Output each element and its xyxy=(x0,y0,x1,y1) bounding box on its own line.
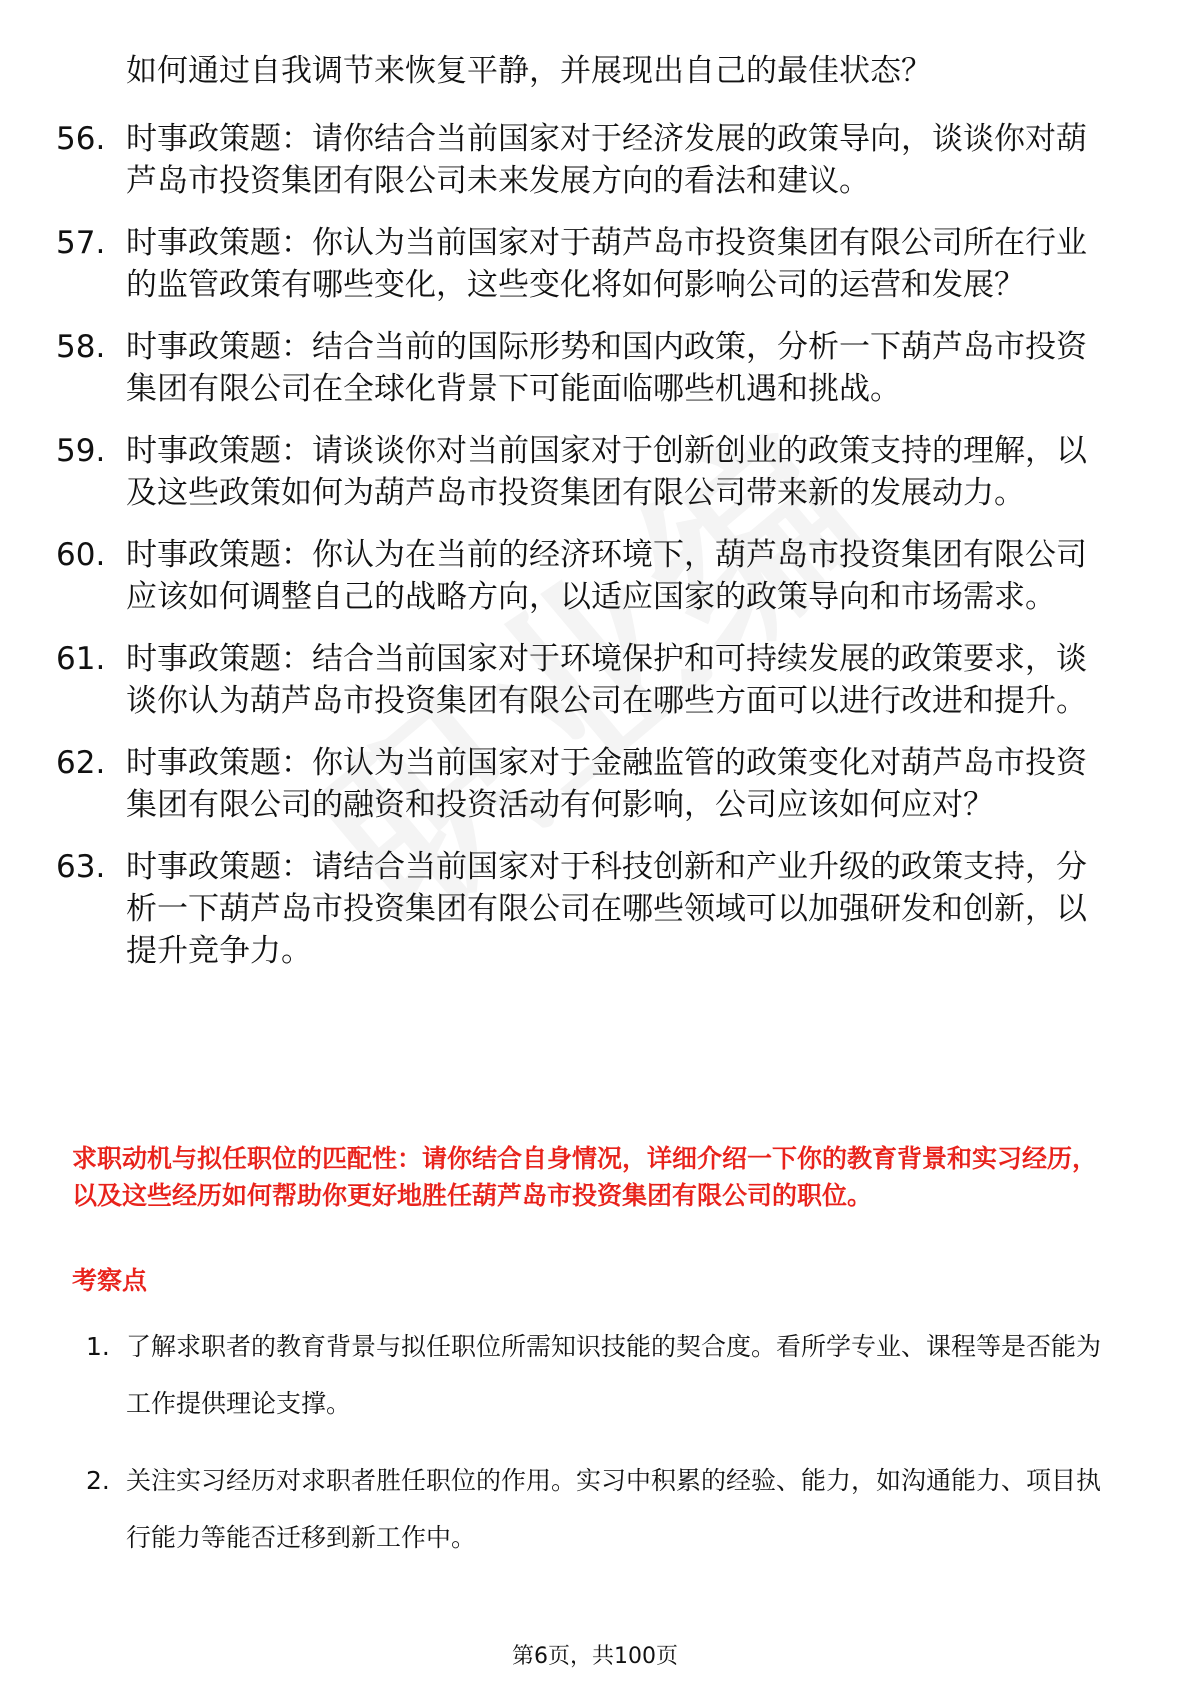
question-item xyxy=(56,326,1116,410)
question-item xyxy=(56,118,1116,202)
point-text: 了解求职者的教育背景与拟任职位所需知识技能的契合度。看所学专业、课程等是否能为工作提供理论支撑。 xyxy=(126,1332,1102,1418)
question-item xyxy=(56,222,1116,306)
question-number: 57. xyxy=(56,225,106,261)
question-number: 59. xyxy=(56,433,106,469)
question-text: 时事政策题：你认为当前国家对于葫芦岛市投资集团有限公司所在行业的监管政策有哪些变化，这些变化将如何影响公司的运营和发展？ xyxy=(126,225,1087,303)
question-number: 63. xyxy=(56,849,106,885)
page-number-footer: 第6页，共100页 xyxy=(512,1644,678,1669)
question-text: 时事政策题：结合当前的国际形势和国内政策，分析一下葫芦岛市投资集团有限公司在全球化背景下可能面临哪些机遇和挑战。 xyxy=(126,329,1087,407)
question-list xyxy=(56,118,1116,992)
point-number: 1. xyxy=(86,1332,110,1361)
question-text: 时事政策题：请你结合当前国家对于经济发展的政策导向，谈谈你对葫芦岛市投资集团有限公司未来发展方向的看法和建议。 xyxy=(126,121,1087,199)
question-item xyxy=(56,742,1116,826)
point-number: 2. xyxy=(86,1466,110,1495)
question-item xyxy=(56,534,1116,618)
assessment-point-list xyxy=(86,1318,1116,1586)
question-number: 58. xyxy=(56,329,106,365)
question-number: 56. xyxy=(56,121,106,157)
question-number: 60. xyxy=(56,537,106,573)
section-heading: 求职动机与拟任职位的匹配性：请你结合自身情况，详细介绍一下你的教育背景和实习经历，以及这些经历如何帮助你更好地胜任葫芦岛市投资集团有限公司的职位。 xyxy=(72,1144,1098,1210)
assessment-point xyxy=(86,1452,1116,1566)
question-number: 61. xyxy=(56,641,106,677)
question-text: 时事政策题：结合当前国家对于环境保护和可持续发展的政策要求，谈谈你认为葫芦岛市投资集团有限公司在哪些方面可以进行改进和提升。 xyxy=(126,641,1087,719)
question-text: 时事政策题：你认为在当前的经济环境下，葫芦岛市投资集团有限公司应该如何调整自己的战略方向，以适应国家的政策导向和市场需求。 xyxy=(126,537,1087,615)
question-item xyxy=(56,430,1116,514)
continued-question-text: 如何通过自我调节来恢复平静，并展现出自己的最佳状态？ xyxy=(126,53,932,89)
question-number: 62. xyxy=(56,745,106,781)
question-item xyxy=(56,846,1116,972)
section-subheading: 考察点 xyxy=(72,1266,148,1295)
assessment-point xyxy=(86,1318,1116,1432)
question-text: 时事政策题：请结合当前国家对于科技创新和产业升级的政策支持，分析一下葫芦岛市投资集团有限公司在哪些领域可以加强研发和创新，以提升竞争力。 xyxy=(126,849,1087,969)
question-text: 时事政策题：你认为当前国家对于金融监管的政策变化对葫芦岛市投资集团有限公司的融资和投资活动有何影响，公司应该如何应对？ xyxy=(126,745,1087,823)
question-text: 时事政策题：请谈谈你对当前国家对于创新创业的政策支持的理解，以及这些政策如何为葫芦岛市投资集团有限公司带来新的发展动力。 xyxy=(126,433,1087,511)
question-item xyxy=(56,638,1116,722)
point-text: 关注实习经历对求职者胜任职位的作用。实习中积累的经验、能力，如沟通能力、项目执行能力等能否迁移到新工作中。 xyxy=(126,1466,1102,1552)
